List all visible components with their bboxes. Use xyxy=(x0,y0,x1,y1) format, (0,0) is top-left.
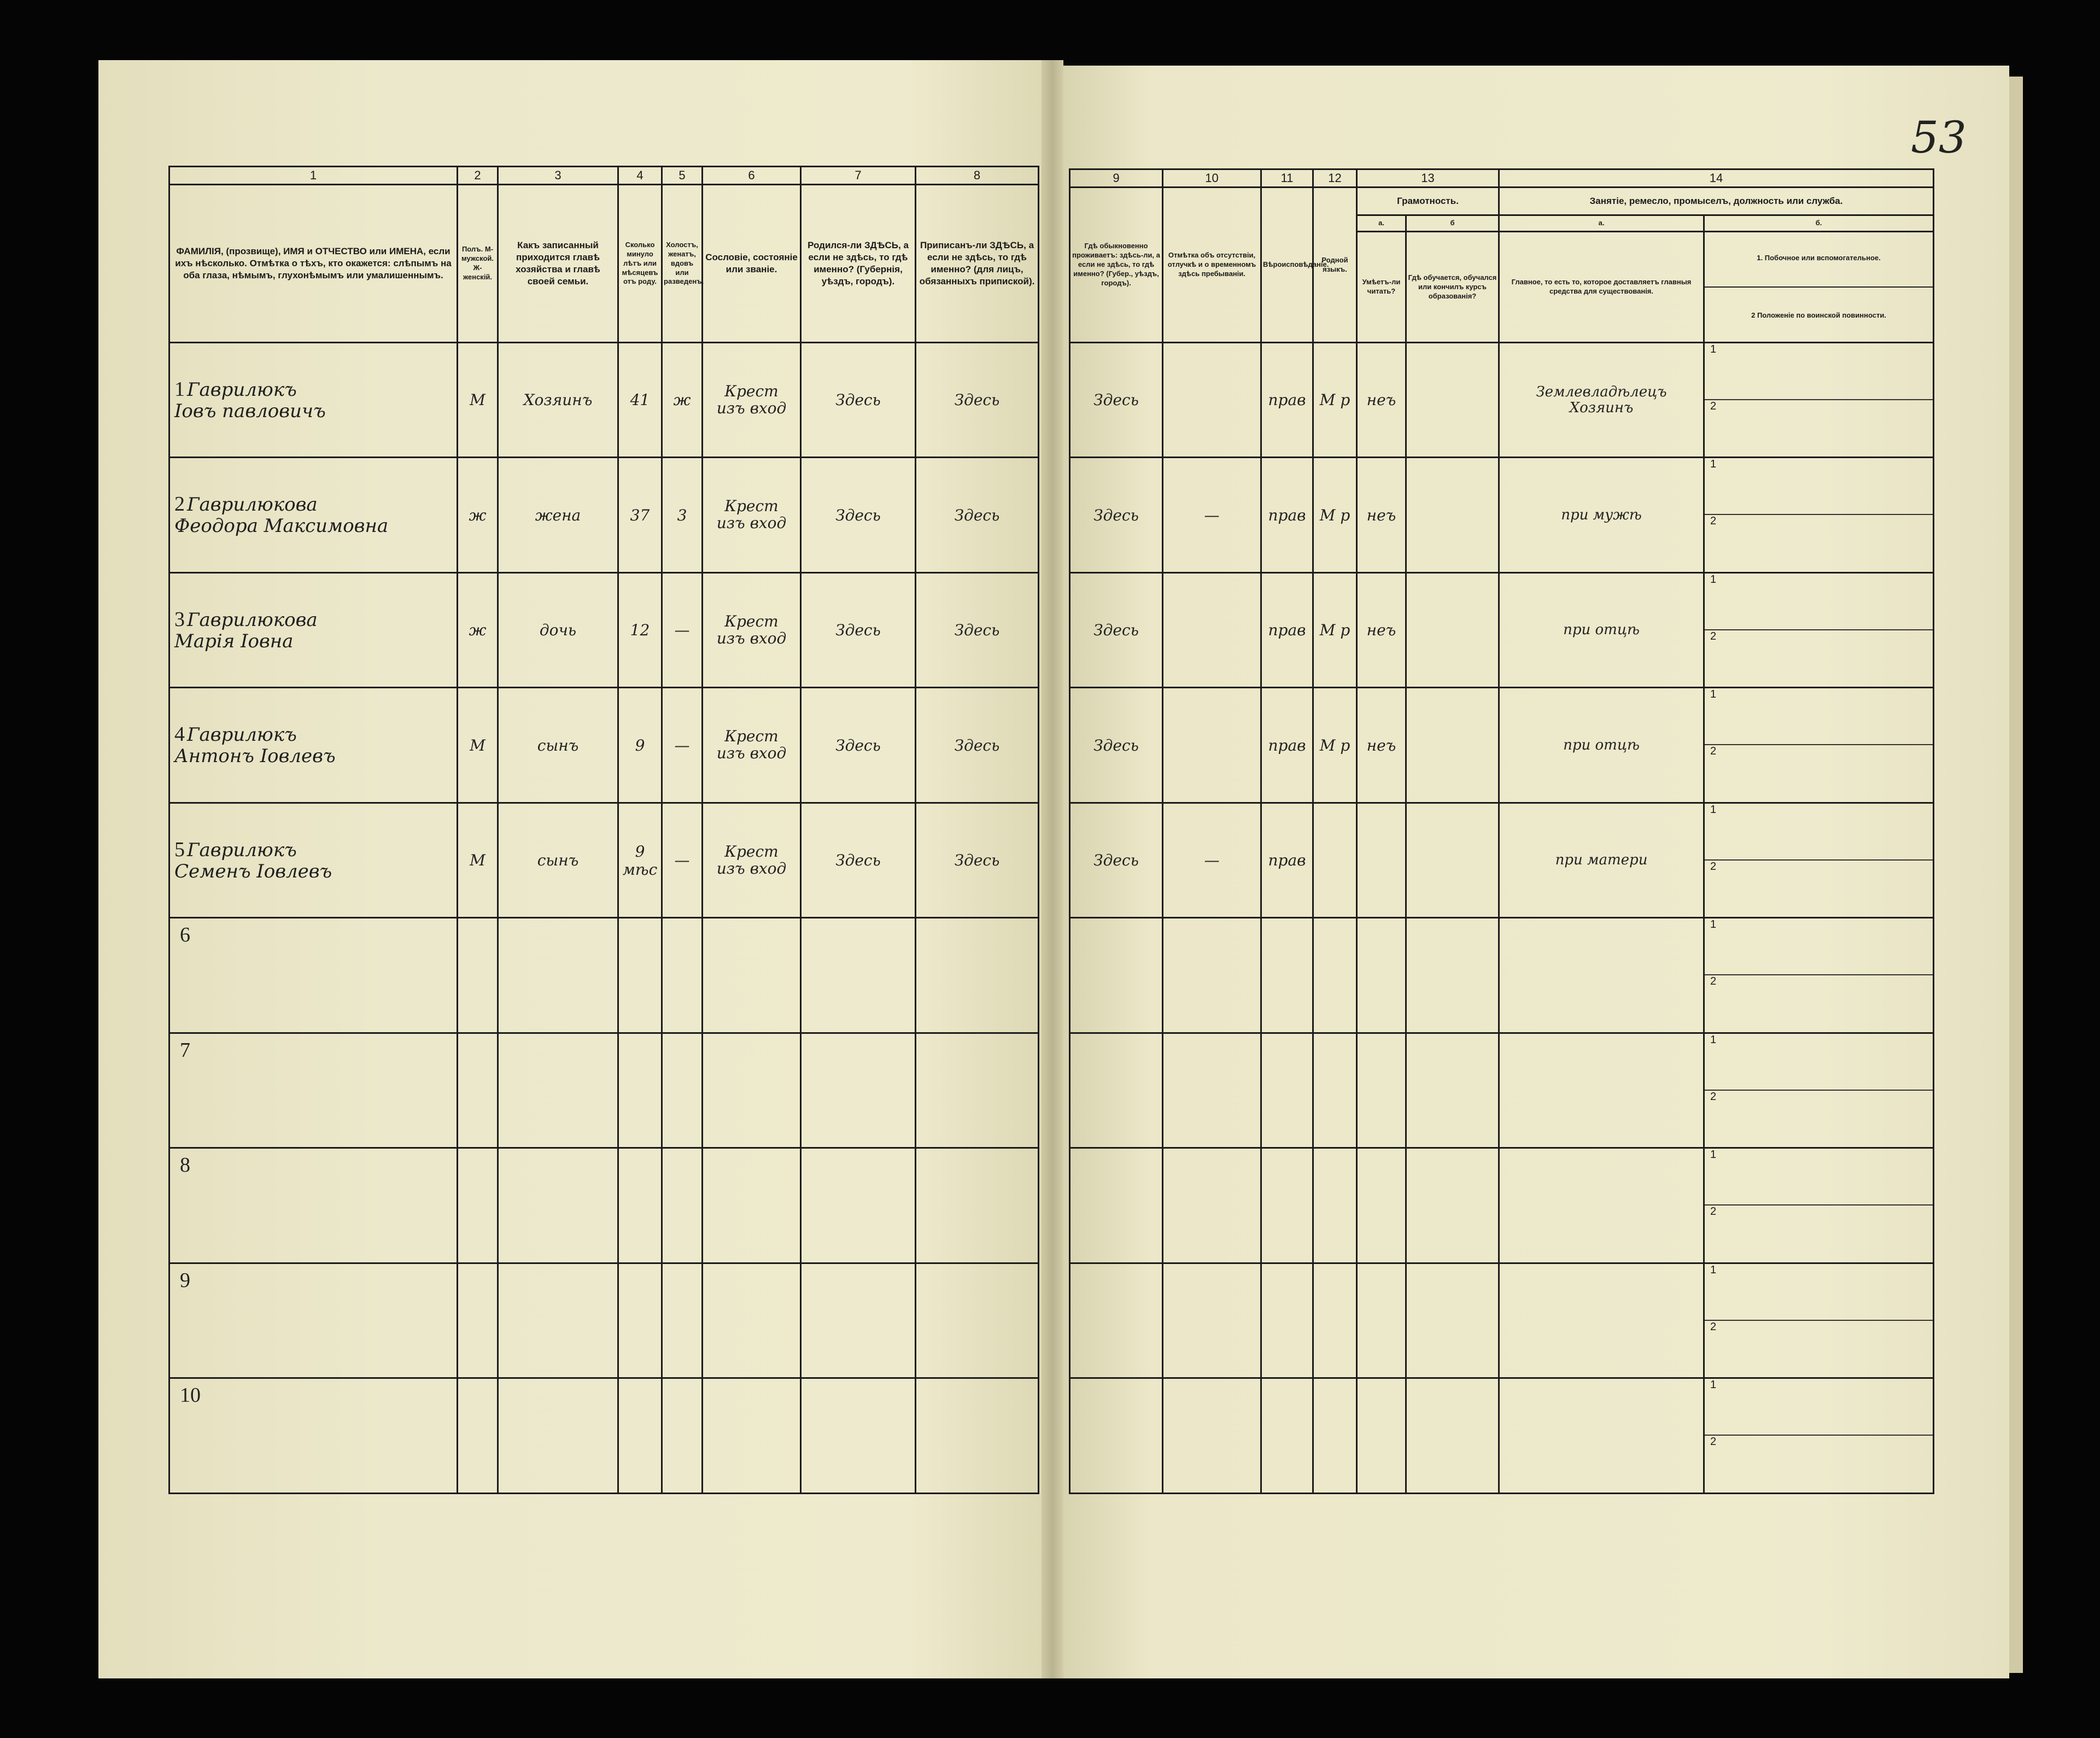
header-name: ФАМИЛІЯ, (прозвище), ИМЯ и ОТЧЕСТВО или ИМЕНА, если ихъ нѣсколько. Отмѣтка о тѣхъ, кто окажется: слѣпымъ на оба глаза, нѣмымъ, глухонѣмымъ или умалишеннымъ. xyxy=(169,185,458,342)
registration-cell: Здесь xyxy=(916,803,1039,918)
header-birthplace: Родился-ли ЗДѢСЬ, а если не здѣсь, то гдѣ именно? (Губернія, уѣздъ, городъ). xyxy=(801,185,916,342)
row-number: 5 xyxy=(174,838,185,861)
empty-cell xyxy=(498,1033,618,1148)
religion-cell: прав xyxy=(1261,572,1313,688)
col-number: 1 xyxy=(169,167,458,185)
col-number: 11 xyxy=(1261,169,1313,188)
empty-cell xyxy=(458,1033,498,1148)
main-occupation-cell xyxy=(1499,688,1704,803)
census-table-left xyxy=(168,166,1039,1494)
estate-line: изъ вход xyxy=(716,744,787,763)
given-names: Семенъ Іовлевъ xyxy=(174,860,332,882)
main-occupation-cell xyxy=(1499,342,1704,458)
page-edge xyxy=(2009,77,2023,1673)
residence-cell: Здесь xyxy=(1070,688,1163,803)
empty-cell xyxy=(1357,1148,1406,1263)
registration-cell: Здесь xyxy=(916,688,1039,803)
census-table-right xyxy=(1069,168,1934,1494)
given-names: Іовъ павловичъ xyxy=(174,400,326,422)
empty-cell xyxy=(1261,918,1313,1033)
surname: Гаврилюкъ xyxy=(187,378,297,401)
residence-cell: Здесь xyxy=(1070,342,1163,458)
absence-cell: — xyxy=(1163,458,1261,573)
header-education: Гдѣ обучается, обучался или кончилъ курсъ образованія? xyxy=(1406,232,1499,342)
sex-cell: ж xyxy=(458,572,498,688)
sub-line-2: 2 xyxy=(1710,1206,1717,1218)
header-secondary-occupation: 1. Побочное или вспомогательное. xyxy=(1705,230,1933,288)
empty-cell xyxy=(916,1378,1039,1494)
sub-line-1: 1 xyxy=(1705,1149,1933,1206)
subheader-label: б. xyxy=(1704,215,1934,231)
estate-cell xyxy=(703,342,801,458)
table-row-empty xyxy=(1070,1378,1934,1494)
education-cell xyxy=(1406,572,1499,688)
col-number: 2 xyxy=(458,167,498,185)
empty-cell xyxy=(1070,1033,1163,1148)
residence-cell: Здесь xyxy=(1070,572,1163,688)
absence-cell xyxy=(1163,688,1261,803)
col-number: 13 xyxy=(1357,169,1499,188)
secondary-cell xyxy=(1704,918,1934,1033)
education-cell xyxy=(1406,342,1499,458)
occupation-line: при матери xyxy=(1555,852,1648,869)
empty-cell xyxy=(662,1033,703,1148)
table-row xyxy=(169,803,1039,918)
estate-cell xyxy=(703,688,801,803)
surname: Гаврилюкова xyxy=(187,494,318,516)
row-number: 1 xyxy=(174,377,185,401)
empty-cell xyxy=(1163,1033,1261,1148)
marital-cell: — xyxy=(662,572,703,688)
table-row-empty xyxy=(1070,1033,1934,1148)
birthplace-cell: Здесь xyxy=(801,688,916,803)
surname: Гаврилюкова xyxy=(187,608,318,631)
name-cell xyxy=(169,1148,458,1263)
empty-cell xyxy=(1163,1148,1261,1263)
empty-cell xyxy=(1499,918,1704,1033)
empty-cell xyxy=(662,1263,703,1378)
literacy-cell: неъ xyxy=(1357,342,1406,458)
empty-cell xyxy=(1261,1263,1313,1378)
empty-cell xyxy=(458,1148,498,1263)
table-row xyxy=(1070,572,1934,688)
empty-cell xyxy=(1070,918,1163,1033)
sex-cell: ж xyxy=(458,458,498,573)
marital-cell: 3 xyxy=(662,458,703,573)
empty-cell xyxy=(1070,1148,1163,1263)
empty-cell xyxy=(1163,1263,1261,1378)
empty-cell xyxy=(662,1378,703,1494)
name-cell xyxy=(169,572,458,688)
header-residence: Гдѣ обыкновенно проживаетъ: здѣсь-ли, а если не здѣсь, то гдѣ именно? (Губер., уѣздъ, городъ). xyxy=(1070,188,1163,342)
header-secondary-block xyxy=(1704,232,1934,342)
empty-cell xyxy=(458,1263,498,1378)
registration-cell: Здесь xyxy=(916,572,1039,688)
empty-cell xyxy=(1406,1148,1499,1263)
sub-line-1: 1 xyxy=(1705,574,1933,630)
occupation-line: при отцѣ xyxy=(1563,622,1640,639)
table-row-empty xyxy=(169,1263,1039,1378)
empty-cell xyxy=(801,918,916,1033)
col-number: 7 xyxy=(801,167,916,185)
empty-cell xyxy=(1357,1263,1406,1378)
occupation-line: Хозяинъ xyxy=(1569,399,1634,416)
empty-cell xyxy=(1261,1033,1313,1148)
sub-line-2: 2 xyxy=(1710,975,1717,988)
col-number: 9 xyxy=(1070,169,1163,188)
name-cell xyxy=(169,803,458,918)
name-cell xyxy=(169,688,458,803)
header-military-duty: 2 Положеніе по воинской повинности. xyxy=(1751,311,1886,320)
empty-cell xyxy=(703,1033,801,1148)
estate-line: изъ вход xyxy=(716,859,787,877)
sub-line-2: 2 xyxy=(1710,1436,1717,1448)
estate-line: Крест xyxy=(724,497,779,516)
empty-cell xyxy=(498,1148,618,1263)
education-cell xyxy=(1406,803,1499,918)
language-cell: М р xyxy=(1313,342,1357,458)
language-cell: М р xyxy=(1313,688,1357,803)
empty-cell xyxy=(1499,1033,1704,1148)
birthplace-cell: Здесь xyxy=(801,803,916,918)
empty-cell xyxy=(916,918,1039,1033)
sub-line-2: 2 xyxy=(1710,745,1717,758)
marital-cell: — xyxy=(662,803,703,918)
row-number: 8 xyxy=(180,1154,190,1177)
absence-cell: — xyxy=(1163,803,1261,918)
sub-line-2: 2 xyxy=(1710,860,1717,873)
name-cell xyxy=(169,458,458,573)
age-cell: 9 xyxy=(618,688,662,803)
empty-cell xyxy=(801,1378,916,1494)
secondary-cell xyxy=(1704,342,1934,458)
absence-cell xyxy=(1163,572,1261,688)
col-number: 4 xyxy=(618,167,662,185)
empty-cell xyxy=(1357,1378,1406,1494)
sex-cell: М xyxy=(458,342,498,458)
sub-line-1: 1 xyxy=(1705,804,1933,861)
sex-cell: М xyxy=(458,803,498,918)
secondary-cell xyxy=(1704,803,1934,918)
main-occupation-cell xyxy=(1499,458,1704,573)
empty-cell xyxy=(703,918,801,1033)
registration-cell: Здесь xyxy=(916,458,1039,573)
main-occupation-cell xyxy=(1499,572,1704,688)
estate-line: Крест xyxy=(724,382,779,400)
sub-line-1: 1 xyxy=(1705,458,1933,515)
surname: Гаврилюкъ xyxy=(187,724,297,746)
subheader-label: б xyxy=(1406,215,1499,231)
estate-line: изъ вход xyxy=(716,629,787,647)
name-cell xyxy=(169,1378,458,1494)
marital-cell: — xyxy=(662,688,703,803)
empty-cell xyxy=(1313,918,1357,1033)
empty-cell xyxy=(498,918,618,1033)
empty-cell xyxy=(618,918,662,1033)
empty-cell xyxy=(703,1378,801,1494)
sub-line-2: 2 xyxy=(1710,1320,1717,1333)
subheader-label: а. xyxy=(1357,215,1406,231)
subheader-label: а. xyxy=(1499,215,1704,231)
empty-cell xyxy=(618,1033,662,1148)
name-line-surname xyxy=(174,493,457,516)
table-row xyxy=(169,572,1039,688)
empty-cell xyxy=(1313,1378,1357,1494)
row-number: 6 xyxy=(180,923,190,947)
empty-cell xyxy=(703,1263,801,1378)
religion-cell: прав xyxy=(1261,458,1313,573)
col-number: 8 xyxy=(916,167,1039,185)
empty-cell xyxy=(618,1148,662,1263)
literacy-cell: неъ xyxy=(1357,458,1406,573)
empty-cell xyxy=(1499,1263,1704,1378)
name-cell xyxy=(169,342,458,458)
relation-cell: сынъ xyxy=(498,803,618,918)
language-cell xyxy=(1313,803,1357,918)
empty-cell xyxy=(1406,1263,1499,1378)
empty-cell xyxy=(498,1263,618,1378)
empty-cell xyxy=(1163,1378,1261,1494)
header-literacy: Грамотность. xyxy=(1357,188,1499,215)
empty-cell xyxy=(458,918,498,1033)
secondary-cell xyxy=(1704,1263,1934,1378)
table-row-empty xyxy=(169,1148,1039,1263)
empty-cell xyxy=(1499,1148,1704,1263)
secondary-cell xyxy=(1704,572,1934,688)
table-row-empty xyxy=(1070,1263,1934,1378)
table-row xyxy=(1070,803,1934,918)
occupation-line: при отцѣ xyxy=(1563,736,1640,753)
language-cell: М р xyxy=(1313,572,1357,688)
sub-line-1: 1 xyxy=(1705,1264,1933,1321)
secondary-cell xyxy=(1704,458,1934,573)
table-row xyxy=(1070,688,1934,803)
name-line-surname xyxy=(174,723,457,746)
age-cell: 41 xyxy=(618,342,662,458)
age-cell: 37 xyxy=(618,458,662,573)
estate-line: Крест xyxy=(724,727,779,746)
empty-cell xyxy=(1313,1148,1357,1263)
empty-cell xyxy=(916,1033,1039,1148)
header-sex: Полъ. М-мужской. Ж-женскій. xyxy=(458,185,498,342)
name-cell xyxy=(169,918,458,1033)
literacy-cell: неъ xyxy=(1357,688,1406,803)
relation-cell: дочь xyxy=(498,572,618,688)
occupation-line: при мужѣ xyxy=(1561,506,1642,523)
empty-cell xyxy=(458,1378,498,1494)
estate-cell xyxy=(703,458,801,573)
table-row-empty xyxy=(1070,918,1934,1033)
header-relation: Какъ записанный приходится главѣ хозяйства и главѣ своей семьи. xyxy=(498,185,618,342)
birthplace-cell: Здесь xyxy=(801,572,916,688)
relation-cell: сынъ xyxy=(498,688,618,803)
birthplace-cell: Здесь xyxy=(801,342,916,458)
empty-cell xyxy=(916,1263,1039,1378)
table-row xyxy=(169,458,1039,573)
residence-cell: Здесь xyxy=(1070,803,1163,918)
empty-cell xyxy=(1261,1378,1313,1494)
literacy-cell: неъ xyxy=(1357,572,1406,688)
empty-cell xyxy=(801,1148,916,1263)
empty-cell xyxy=(1499,1378,1704,1494)
education-cell xyxy=(1406,688,1499,803)
given-names: Марія Іовна xyxy=(174,630,294,652)
absence-cell xyxy=(1163,342,1261,458)
relation-cell: жена xyxy=(498,458,618,573)
table-row xyxy=(169,342,1039,458)
empty-cell xyxy=(1406,1378,1499,1494)
empty-cell xyxy=(662,918,703,1033)
name-line-surname xyxy=(174,608,457,631)
religion-cell: прав xyxy=(1261,803,1313,918)
main-occupation-cell xyxy=(1499,803,1704,918)
row-number: 9 xyxy=(180,1268,190,1292)
col-number: 10 xyxy=(1163,169,1261,188)
empty-cell xyxy=(801,1033,916,1148)
col-number: 3 xyxy=(498,167,618,185)
marital-cell: ж xyxy=(662,342,703,458)
table-row-empty xyxy=(1070,1148,1934,1263)
col-number: 14 xyxy=(1499,169,1934,188)
empty-cell xyxy=(1357,918,1406,1033)
empty-cell xyxy=(618,1263,662,1378)
table-row xyxy=(1070,342,1934,458)
empty-cell xyxy=(1313,1263,1357,1378)
name-line-surname xyxy=(174,839,457,862)
birthplace-cell: Здесь xyxy=(801,458,916,573)
header-religion: Вѣроисповѣданіе. xyxy=(1261,188,1313,342)
table-row-empty xyxy=(169,1033,1039,1148)
literacy-cell xyxy=(1357,803,1406,918)
occupation-line: Землевладѣлецъ xyxy=(1536,383,1667,400)
sub-line-1: 1 xyxy=(1705,1034,1933,1091)
empty-cell xyxy=(1070,1263,1163,1378)
header-registration: Приписанъ-ли ЗДѢСЬ, а если не здѣсь, то гдѣ именно? (для лицъ, обязанныхъ припиской). xyxy=(916,185,1039,342)
residence-cell: Здесь xyxy=(1070,458,1163,573)
header-main-occupation: Главное, то есть то, которое доставляетъ главныя средства для существованія. xyxy=(1499,232,1704,342)
sub-line-1: 1 xyxy=(1705,343,1933,400)
table-row-empty xyxy=(169,918,1039,1033)
religion-cell: прав xyxy=(1261,688,1313,803)
col-number: 6 xyxy=(703,167,801,185)
empty-cell xyxy=(703,1148,801,1263)
page-number: 53 xyxy=(1911,112,1967,163)
header-can-read: Умѣетъ-ли читать? xyxy=(1357,232,1406,342)
estate-line: изъ вход xyxy=(716,399,787,417)
empty-cell xyxy=(1163,918,1261,1033)
secondary-cell xyxy=(1704,1033,1934,1148)
sub-line-1: 1 xyxy=(1705,1379,1933,1436)
header-marital: Холостъ, женатъ, вдовъ или разведенъ. xyxy=(662,185,703,342)
name-line-surname xyxy=(174,378,457,401)
header-age: Сколько минуло лѣтъ или мѣсяцевъ отъ роду. xyxy=(618,185,662,342)
sub-line-2: 2 xyxy=(1710,1090,1717,1103)
row-number: 7 xyxy=(180,1038,190,1062)
empty-cell xyxy=(801,1263,916,1378)
col-number: 12 xyxy=(1313,169,1357,188)
table-row xyxy=(1070,458,1934,573)
estate-line: Крест xyxy=(724,612,779,630)
estate-line: Крест xyxy=(724,842,779,861)
estate-cell xyxy=(703,572,801,688)
estate-cell xyxy=(703,803,801,918)
empty-cell xyxy=(618,1378,662,1494)
surname: Гаврилюкъ xyxy=(187,839,297,861)
sub-line-2: 2 xyxy=(1710,400,1717,412)
empty-cell xyxy=(916,1148,1039,1263)
religion-cell: прав xyxy=(1261,342,1313,458)
empty-cell xyxy=(662,1148,703,1263)
row-number: 3 xyxy=(174,607,185,631)
header-absence: Отмѣтка объ отсутствіи, отлучкѣ и о временномъ здѣсь пребываніи. xyxy=(1163,188,1261,342)
name-cell xyxy=(169,1033,458,1148)
sub-line-2: 2 xyxy=(1710,630,1717,642)
empty-cell xyxy=(498,1378,618,1494)
name-cell xyxy=(169,1263,458,1378)
sub-line-2: 2 xyxy=(1710,515,1717,528)
table-row xyxy=(169,688,1039,803)
sub-line-1: 1 xyxy=(1705,688,1933,745)
registration-cell: Здесь xyxy=(916,342,1039,458)
secondary-cell xyxy=(1704,688,1934,803)
secondary-cell xyxy=(1704,1378,1934,1494)
empty-cell xyxy=(1313,1033,1357,1148)
table-row-empty xyxy=(169,1378,1039,1494)
header-occupation: Занятіе, ремесло, промыселъ, должность или служба. xyxy=(1499,188,1934,215)
age-cell: 12 xyxy=(618,572,662,688)
header-language: Родной языкъ. xyxy=(1313,188,1357,342)
relation-cell: Хозяинъ xyxy=(498,342,618,458)
estate-line: изъ вход xyxy=(716,514,787,532)
empty-cell xyxy=(1406,1033,1499,1148)
language-cell: М р xyxy=(1313,458,1357,573)
secondary-cell xyxy=(1704,1148,1934,1263)
empty-cell xyxy=(1357,1033,1406,1148)
age-cell: 9 мѣс xyxy=(618,803,662,918)
sex-cell: М xyxy=(458,688,498,803)
empty-cell xyxy=(1070,1378,1163,1494)
col-number: 5 xyxy=(662,167,703,185)
given-names: Антонъ Іовлевъ xyxy=(174,745,336,768)
empty-cell xyxy=(1406,918,1499,1033)
empty-cell xyxy=(1261,1148,1313,1263)
sub-line-1: 1 xyxy=(1705,918,1933,975)
row-number: 2 xyxy=(174,493,185,516)
book-gutter xyxy=(1042,60,1063,1678)
education-cell xyxy=(1406,458,1499,573)
header-estate: Сословіе, состояніе или званіе. xyxy=(703,185,801,342)
row-number: 4 xyxy=(174,723,185,746)
row-number: 10 xyxy=(180,1384,201,1407)
given-names: Феодора Максимовна xyxy=(174,515,389,537)
